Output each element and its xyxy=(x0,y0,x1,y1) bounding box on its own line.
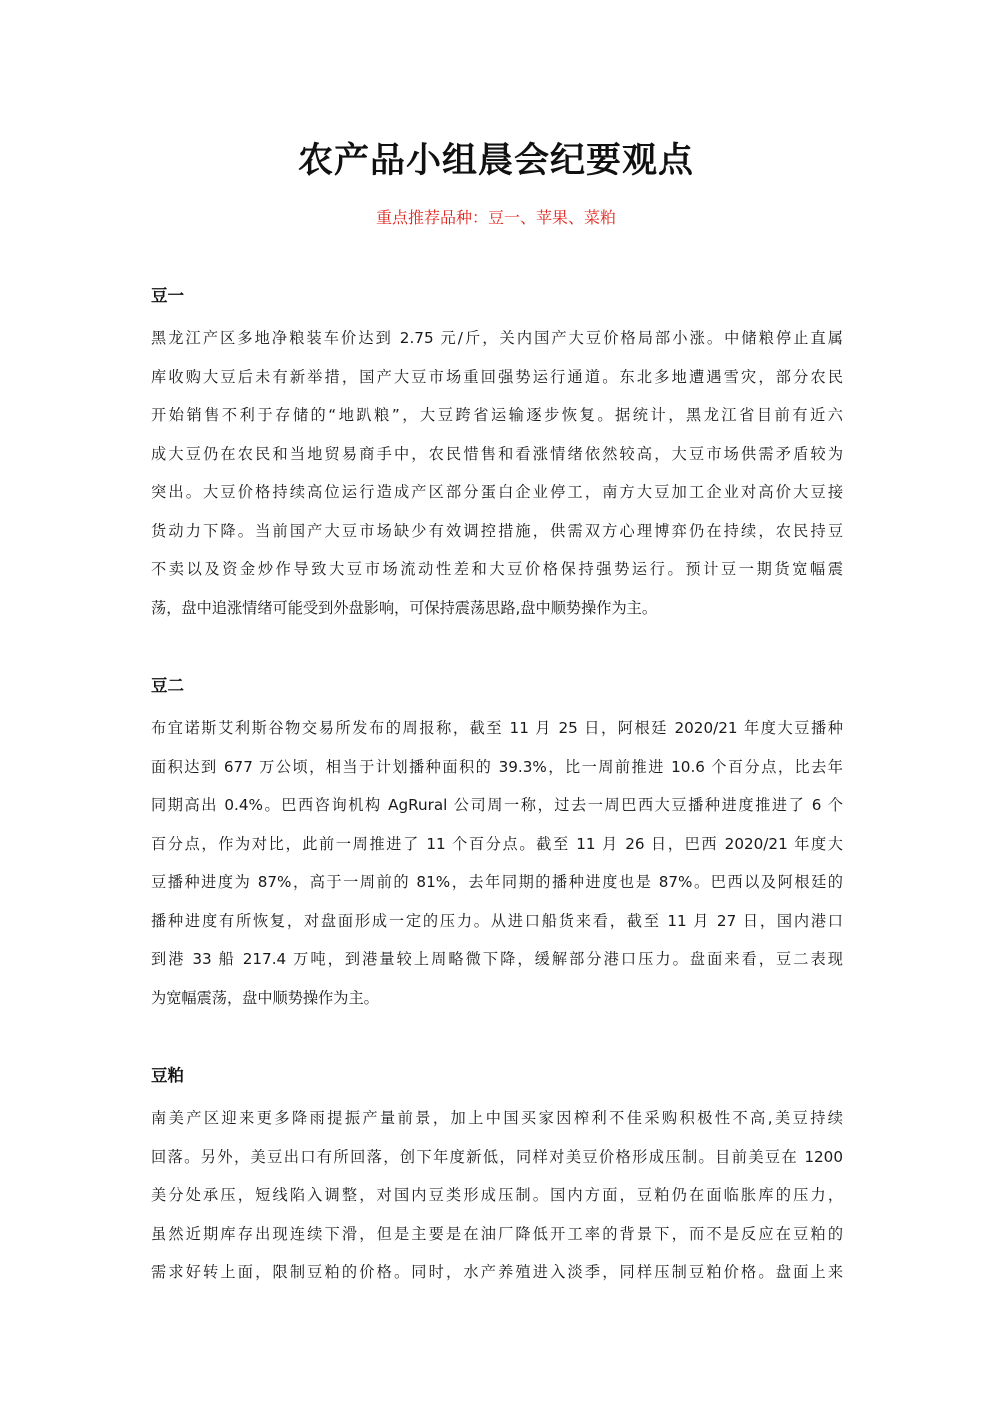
paragraph-line: 货动力下降。当前国产大豆市场缺少有效调控措施，供需双方心理博弈仍在持续，农民持豆 xyxy=(151,521,843,540)
section-heading: 豆二 xyxy=(151,676,184,695)
section-soybean-no2 xyxy=(151,674,843,1017)
paragraph-line: 成大豆仍在农民和当地贸易商手中，农民惜售和看涨情绪依然较高，大豆市场供需矛盾较为 xyxy=(151,444,843,463)
paragraph-line: 需求好转上面，限制豆粕的价格。同时，水产养殖进入淡季，同样压制豆粕价格。盘面上来 xyxy=(151,1263,843,1281)
paragraph-line: 虽然近期库存出现连续下滑，但是主要是在油厂降低开工率的背景下，而不是反应在豆粕的 xyxy=(151,1224,843,1243)
paragraph-line: 百分点，作为对比，此前一周推进了 11 个百分点。截至 11 月 26 日，巴西 2020/21 年度大 xyxy=(151,834,843,853)
paragraph-line: 开始销售不利于存储的“地趴粮”，大豆跨省运输逐步恢复。据统计，黑龙江省目前有近六 xyxy=(151,406,843,424)
paragraph-line: 荡，盘中追涨情绪可能受到外盘影响，可保持震荡思路,盘中顺势操作为主。 xyxy=(151,598,658,617)
paragraph-line: 为宽幅震荡，盘中顺势操作为主。 xyxy=(151,988,379,1007)
paragraph-line: 到港 33 船 217.4 万吨，到港量较上周略微下降，缓解部分港口压力。盘面来看，豆二表现 xyxy=(151,950,843,968)
section-heading: 豆粕 xyxy=(151,1066,184,1085)
paragraph-line: 黑龙江产区多地净粮装车价达到 2.75 元/斤，关内国产大豆价格局部小涨。中储粮停止直属 xyxy=(151,329,843,347)
page-title: 农产品小组晨会纪要观点 xyxy=(297,141,694,181)
section-body xyxy=(151,1099,843,1292)
section-soybean-no1 xyxy=(151,284,843,627)
page-subtitle: 重点推荐品种：豆一、苹果、菜粕 xyxy=(375,208,616,227)
paragraph-line: 不卖以及资金炒作导致大豆市场流动性差和大豆价格保持强势运行。预计豆一期货宽幅震 xyxy=(151,560,843,578)
section-soybean-meal xyxy=(151,1064,843,1292)
paragraph-line: 豆播种进度为 87%，高于一周前的 81%，去年同期的播种进度也是 87%。巴西以及阿根廷的 xyxy=(151,873,843,891)
paragraph-line: 库收购大豆后未有新举措，国产大豆市场重回强势运行通道。东北多地遭遇雪灾，部分农民 xyxy=(151,367,843,386)
paragraph-line: 播种进度有所恢复，对盘面形成一定的压力。从进口船货来看，截至 11 月 27 日，国内港口 xyxy=(151,911,843,930)
section-body xyxy=(151,709,843,1017)
paragraph-line: 面积达到 677 万公顷，相当于计划播种面积的 39.3%，比一周前推进 10.6 个百分点，比去年 xyxy=(151,757,843,776)
section-heading: 豆一 xyxy=(151,286,184,305)
paragraph-line: 回落。另外，美豆出口有所回落，创下年度新低，同样对美豆价格形成压制。目前美豆在 1200 xyxy=(151,1147,843,1166)
section-body xyxy=(151,319,843,627)
paragraph-line: 美分处承压，短线陷入调整，对国内豆类形成压制。国内方面，豆粕仍在面临胀库的压力， xyxy=(151,1186,843,1204)
paragraph-line: 布宜诺斯艾利斯谷物交易所发布的周报称，截至 11 月 25 日，阿根廷 2020/21 年度大豆播种 xyxy=(151,719,843,737)
paragraph-line: 南美产区迎来更多降雨提振产量前景，加上中国买家因榨利不佳采购积极性不高,美豆持续 xyxy=(151,1109,843,1127)
paragraph-line: 同期高出 0.4%。巴西咨询机构 AgRural 公司周一称，过去一周巴西大豆播种进度推进了 6 个 xyxy=(151,796,843,814)
paragraph-line: 突出。大豆价格持续高位运行造成产区部分蛋白企业停工，南方大豆加工企业对高价大豆接 xyxy=(151,483,843,501)
